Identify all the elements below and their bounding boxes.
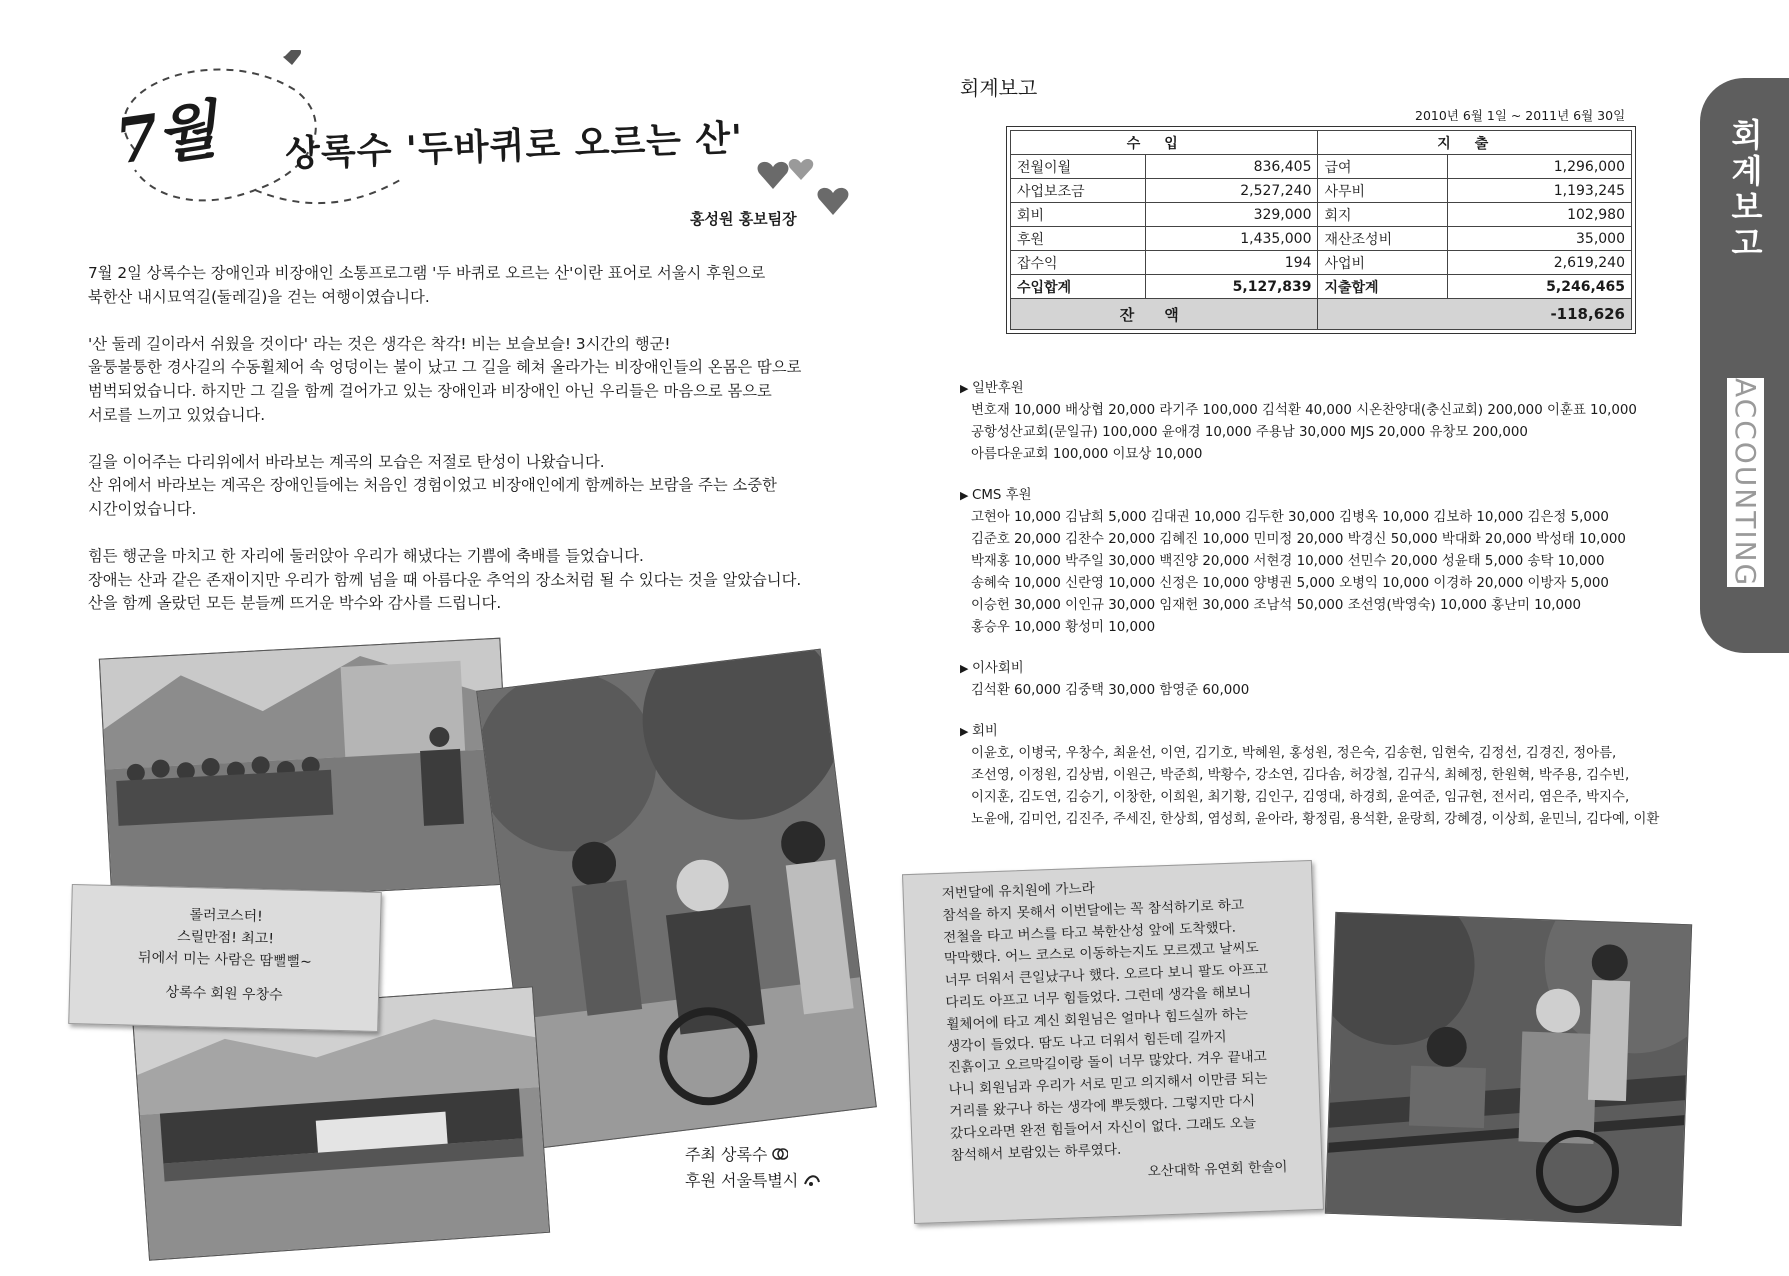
income-value: 1,435,000 [1145,227,1318,251]
sponsor-block [685,1142,821,1194]
article-title: 상록수 '두바퀴로 오르는 산' [284,118,744,175]
seoul-logo-icon [803,1172,821,1188]
host-logo-icon [772,1146,788,1162]
article-body [88,262,848,640]
expense-value: 102,980 [1448,203,1632,227]
expense-label: 급여 [1318,155,1448,179]
donor-section [960,378,1680,466]
table-row [1011,203,1632,227]
note-line: 휠체어에 타고 계신 회원님은 얼마나 힘드실까 하는 [946,1006,1249,1033]
table-row [1011,251,1632,275]
quote-line: 스릴만점! 최고! [176,928,275,948]
donor-line: 박재홍 10,000 박주일 30,000 백진양 20,000 서현경 10,000 선민수 20,000 성윤태 5,000 송탁 10,000 [971,554,1605,569]
income-value: 836,405 [1145,155,1318,179]
donor-section [960,721,1680,831]
donor-list [960,378,1680,850]
table-row [1011,227,1632,251]
expense-label: 회지 [1318,203,1448,227]
side-tab-korean: 회계보고 [1726,118,1764,262]
balance-value: -118,626 [1318,299,1632,330]
paragraph: '산 둘레 길이라서 쉬웠을 것이다' 라는 것은 생각은 착각! 비는 보슬보슬! 3시간의 행군! 울퉁불퉁한 경사길의 수동휠체어 속 엉덩이는 불이 났고 그 길을 헤쳐 올라가는 비장애인들의 온몸은 땀으로 범벅되었습니다. 하지만 그 길을 함께 걸어가고 있는 장애인과 비장애인 아닌 우리들은 마음으로 몸으로 서로를 느끼고 있었습니다. [88,334,802,424]
donor-line: 송혜숙 10,000 신란영 10,000 신정은 10,000 양병권 5,000 오병익 10,000 이경하 20,000 이방자 5,000 [971,576,1609,591]
income-header: 수입 [1011,131,1318,155]
quote-author: 상록수 회원 우창수 [165,984,283,1004]
donor-section-title: ▶ CMS 후원 [960,485,1680,507]
expense-total-value: 5,246,465 [1448,275,1632,299]
donor-section [960,658,1680,702]
paragraph: 힘든 행군을 마치고 한 자리에 둘러앉아 우리가 해냈다는 기쁨에 축배를 들었습니다. 장애는 산과 같은 존재이지만 우리가 함께 넘을 때 아름다운 추억의 장소처럼 될 수 있다는 것을 알았습니다. 산을 함께 올랐던 모든 분들께 뜨거운 박수와 감사를 드립니다. [88,547,802,613]
expense-value: 1,296,000 [1448,155,1632,179]
income-total-value: 5,127,839 [1145,275,1318,299]
balance-label: 잔액 [1011,299,1318,330]
donor-line: 조선영, 이정원, 김상범, 이원근, 박준희, 박황수, 강소연, 김다솜, 허강철, 김규식, 최혜정, 한원혁, 박주용, 김수빈, [971,768,1630,783]
income-label: 사업보조금 [1011,179,1146,203]
table-row [1011,179,1632,203]
note-line: 전철을 타고 버스를 타고 북한산성 앞에 도착했다. [942,919,1237,946]
income-value: 2,527,240 [1145,179,1318,203]
income-value: 194 [1145,251,1318,275]
note-line: 다리도 아프고 너무 힘들었다. 그런데 생각을 해보니 [945,984,1252,1011]
quote-line: 롤러코스터! [189,907,263,925]
month-label: 7월 [111,92,220,179]
expense-value: 35,000 [1448,227,1632,251]
note-line: 막막했다. 어느 코스로 이동하는지도 모르겠고 날씨도 [943,940,1259,968]
table-balance-row [1011,299,1632,330]
donor-line: 공항성산교회(문일규) 100,000 윤애경 10,000 주용남 30,000 MJS 20,000 유창모 200,000 [971,425,1528,440]
income-label: 잡수익 [1011,251,1146,275]
expense-label: 사업비 [1318,251,1448,275]
expense-value: 2,619,240 [1448,251,1632,275]
quote-card [68,884,382,1032]
note-line: 나니 회원님과 우리가 서로 믿고 의지해서 이만큼 되는 [948,1070,1268,1098]
note-line: 참석해서 보람있는 하루였다. [950,1141,1122,1164]
income-value: 329,000 [1145,203,1318,227]
section-heading: 회계보고 [960,76,1038,100]
income-label: 전월이월 [1011,155,1146,179]
note-line: 갔다오라면 완전 힘들어서 자신이 없다. 그래도 오늘 [949,1114,1257,1142]
donor-section-title: ▶ 이사회비 [960,658,1680,680]
testimonial-note [902,860,1324,1224]
host-text: 주최 상록수 [685,1145,768,1164]
byline: 홍성원 홍보팀장 [690,210,797,228]
photo-hikers-bridge [1325,912,1692,1226]
donor-line: 이승헌 30,000 이인규 30,000 임재헌 30,000 조남석 50,000 조선영(박영숙) 10,000 홍난미 10,000 [971,598,1582,613]
donor-line: 김석환 60,000 김중택 30,000 함영준 60,000 [971,683,1250,698]
note-line: 생각이 들었다. 땀도 나고 더워서 힘든데 길까지 [946,1028,1227,1055]
financial-table [1010,130,1632,330]
note-signature: 오산대학 유연회 한솔이 [1147,1159,1288,1181]
expense-value: 1,193,245 [1448,179,1632,203]
report-period: 2010년 6월 1일 ~ 2011년 6월 30일 [1415,108,1626,123]
section-side-tab [1700,78,1789,653]
donor-line: 김준호 20,000 김찬수 20,000 김혜진 10,000 민미정 20,000 박경신 50,000 박대화 20,000 박성태 10,000 [971,532,1626,547]
support-text: 후원 서울특별시 [685,1171,799,1190]
income-total-label: 수입합계 [1011,275,1146,299]
note-line: 거리를 왔구나 하는 생각에 뿌듯했다. 그렇지만 다시 [949,1093,1256,1120]
donor-section [960,485,1680,639]
expense-header: 지출 [1318,131,1632,155]
donor-line: 이지훈, 김도연, 김승기, 이창한, 이희원, 최기황, 김인구, 김영대, 하경희, 윤여준, 임규현, 전서리, 염은주, 박지수, [971,790,1630,805]
donor-line: 이윤호, 이병국, 우창수, 최윤선, 이연, 김기호, 박혜원, 홍성원, 정은숙, 김송현, 임현숙, 김정선, 김경진, 정아름, [971,746,1617,761]
table-row [1011,155,1632,179]
photo-group-wheelchairs [99,638,513,906]
expense-label: 사무비 [1318,179,1448,203]
income-label: 후원 [1011,227,1146,251]
table-total-row [1011,275,1632,299]
quote-line: 뒤에서 미는 사람은 땀뻘뻘~ [137,949,313,971]
support-line [685,1168,821,1194]
donor-section-title: ▶ 회비 [960,721,1680,743]
donor-section-title: ▶ 일반후원 [960,378,1680,400]
expense-label: 재산조성비 [1318,227,1448,251]
note-line: 참석을 하지 못해서 이번달에는 꼭 참석하기로 하고 [942,897,1245,924]
note-line: 저번달에 유치원에 가느라 [941,880,1096,902]
donor-line: 홍승우 10,000 황성미 10,000 [971,620,1156,635]
donor-line: 아름다운교회 100,000 이묘상 10,000 [971,447,1203,462]
donor-line: 고현아 10,000 김남희 5,000 김대권 10,000 김두한 30,000 김병옥 10,000 김보하 10,000 김은정 5,000 [971,510,1609,525]
host-line [685,1142,821,1168]
note-line: 너무 더워서 큰일났구나 했다. 오르다 보니 팔도 아프고 [944,961,1269,990]
table-header-row [1011,131,1632,155]
paragraph: 길을 이어주는 다리위에서 바라보는 계곡의 모습은 저절로 탄성이 나왔습니다. 산 위에서 바라보는 계곡은 장애인들에는 처음인 경험이었고 비장애인에게 함께하는 보람을 주는 소중한 시간이었습니다. [88,452,777,518]
donor-line: 변호재 10,000 배상협 20,000 라기주 100,000 김석환 40,000 시온찬양대(충신교회) 200,000 이훈표 10,000 [971,403,1637,418]
expense-total-label: 지출합계 [1318,275,1448,299]
note-line: 진흙이고 오르막길이랑 돌이 너무 많았다. 겨우 끝내고 [947,1049,1268,1077]
month-badge [95,50,295,220]
income-label: 회비 [1011,203,1146,227]
donor-line: 노윤애, 김미언, 김진주, 주세진, 한상희, 염성희, 윤아라, 황정림, 용석환, 윤랑희, 강혜경, 이상희, 윤민늬, 김다예, 이환 [971,812,1660,827]
side-tab-english: ACCOUNTING [1729,378,1762,588]
paragraph: 7월 2일 상록수는 장애인과 비장애인 소통프로그램 '두 바퀴로 오르는 산'이란 표어로 서울시 후원으로 북한산 내시묘역길(둘레길)을 걷는 여행이였습니다. [88,264,766,306]
